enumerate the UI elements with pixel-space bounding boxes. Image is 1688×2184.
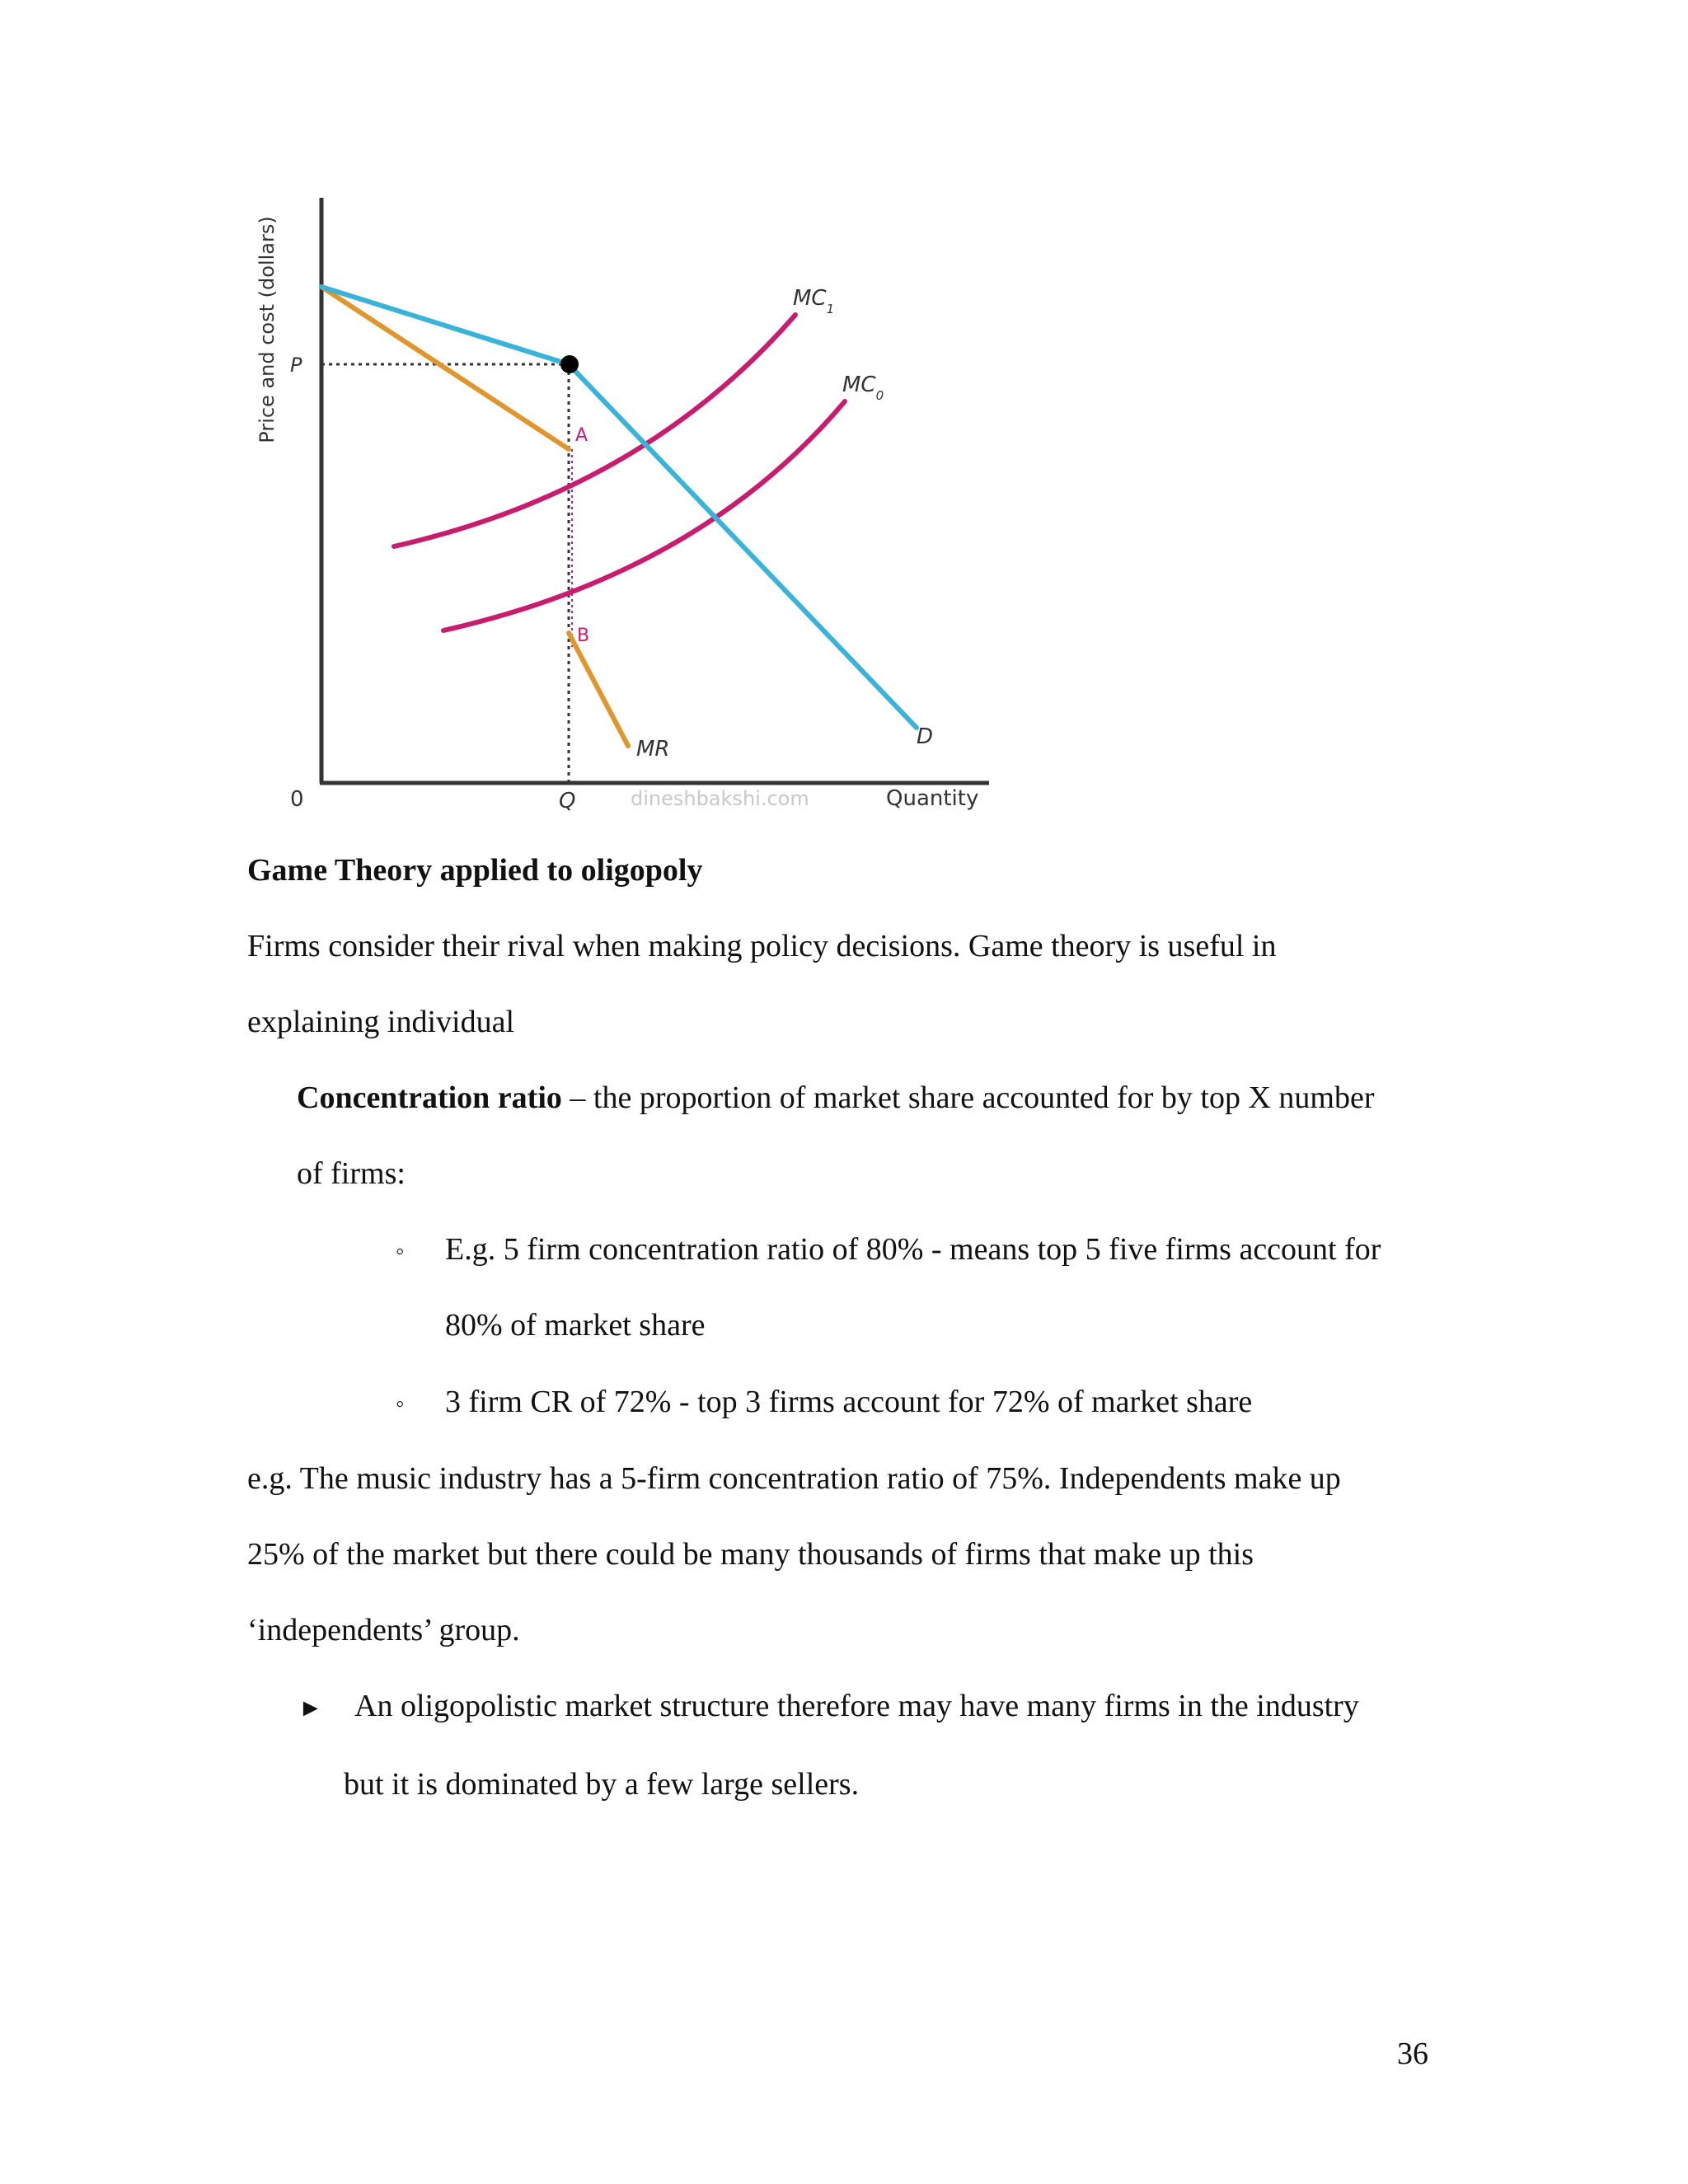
bullet-item-2 xyxy=(396,1364,1252,1442)
bullet-item-1 xyxy=(396,1212,1381,1290)
arrow-bullet-text-1: An oligopolistic market structure therefore may have many firms in the industry xyxy=(354,1689,1359,1723)
music-line-2: 25% of the market but there could be many thousands of firms that make up this xyxy=(247,1537,1254,1572)
concentration-ratio-definition xyxy=(297,1060,1374,1212)
bullet-2-text: 3 firm CR of 72% - top 3 firms account for 72% of market share xyxy=(445,1385,1253,1419)
mr-upper-segment xyxy=(321,287,569,449)
arrow-bullet-line-2: but it is dominated by a few large sellers. xyxy=(344,1767,860,1802)
section-heading: Game Theory applied to oligopoly xyxy=(247,853,703,888)
watermark: dineshbakshi.com xyxy=(631,787,809,810)
point-a-label: A xyxy=(575,425,588,446)
arrow-bullet-item xyxy=(298,1668,1359,1822)
point-b-label: B xyxy=(577,626,590,646)
music-industry-paragraph xyxy=(247,1441,1341,1668)
music-line-3: ‘independents’ group. xyxy=(247,1613,520,1647)
bullet-marker: ◦ xyxy=(396,1390,405,1418)
mr-label: MR xyxy=(636,737,670,762)
x-axis-label: Quantity xyxy=(886,786,979,811)
mc1-label: $MC_1$ xyxy=(793,286,835,316)
bullet-1-line-2: 80% of market share xyxy=(445,1308,706,1343)
mc0-label: $MC_0$ xyxy=(842,373,884,403)
triangle-bullet-icon: ► xyxy=(298,1694,323,1722)
demand-curve xyxy=(321,287,917,728)
page-number: 36 xyxy=(1397,2036,1428,2071)
concentration-line-2: of firms: xyxy=(297,1156,406,1191)
origin-label: 0 xyxy=(290,787,304,812)
concentration-desc: – the proportion of market share accounted for by top X number xyxy=(561,1080,1375,1115)
p-label: P xyxy=(290,354,302,377)
concentration-term: Concentration ratio xyxy=(297,1080,562,1115)
arrow-bullet-line-1 xyxy=(298,1668,1359,1746)
intro-line-2: explaining individual xyxy=(247,1005,515,1039)
mr-lower-segment xyxy=(569,633,628,746)
kink-point xyxy=(560,355,579,373)
bullet-marker: ◦ xyxy=(396,1238,405,1265)
intro-paragraph xyxy=(247,908,1276,1060)
y-axis-label: Price and cost (dollars) xyxy=(256,216,279,443)
d-label: D xyxy=(917,724,934,749)
kinked-demand-figure xyxy=(239,185,1006,828)
bullet-1-line-1: E.g. 5 firm concentration ratio of 80% - means top 5 five firms account for xyxy=(445,1232,1381,1267)
mc1-curve xyxy=(394,315,795,546)
q-label: Q xyxy=(559,789,576,813)
music-line-1: e.g. The music industry has a 5-firm concentration ratio of 75%. Independents make up xyxy=(247,1461,1341,1496)
intro-line-1: Firms consider their rival when making policy decisions. Game theory is useful in xyxy=(247,929,1277,963)
kinked-demand-chart xyxy=(239,185,1006,828)
concentration-line-1 xyxy=(297,1060,1374,1136)
